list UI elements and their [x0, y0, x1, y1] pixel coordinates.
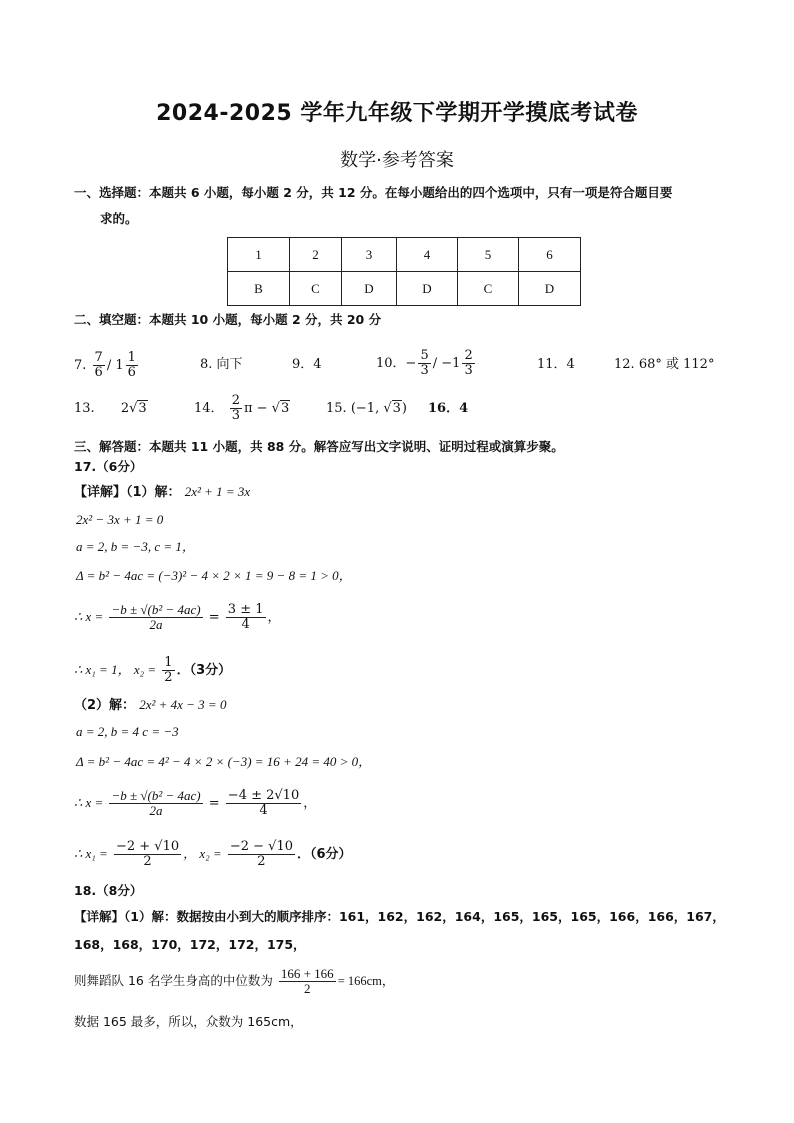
- answer-text: 4: [313, 357, 322, 372]
- answer-text: (−1,: [350, 401, 384, 416]
- answer-label: 10．: [376, 356, 406, 371]
- answer-text: 4: [459, 401, 469, 416]
- page-subtitle: 数学·参考答案: [340, 150, 454, 171]
- numerator: −4 ± 2√10: [227, 788, 300, 803]
- q17-step: a = 2, b = −3, c = 1，: [76, 539, 195, 554]
- sqrt-icon: √: [271, 401, 280, 416]
- fraction: [226, 789, 301, 818]
- table-cell: C: [458, 272, 519, 306]
- answer-14: [194, 394, 290, 423]
- table-cell: 5: [458, 238, 519, 272]
- punctuation: ，: [267, 610, 281, 625]
- q17-label: 17.（6分）: [74, 459, 143, 474]
- q17-part2-intro: [74, 695, 226, 716]
- table-cell: B: [228, 272, 290, 306]
- fraction: [462, 349, 474, 378]
- section2-heading: 二、填空题：本题共 10 小题，每小题 2 分，共 20 分: [74, 312, 382, 327]
- denominator: 4: [259, 803, 268, 818]
- q18-step: 168，168，170，172，172，175，: [74, 937, 306, 952]
- q18-median-line: [74, 967, 394, 996]
- fraction: [226, 603, 266, 632]
- fraction: [109, 603, 202, 632]
- answer-7: [74, 351, 140, 380]
- answer-label: 15.: [326, 401, 347, 416]
- table-cell: D: [342, 272, 397, 306]
- numerator: 1: [127, 350, 136, 365]
- numerator: −2 + √10: [115, 839, 180, 854]
- answer-13: [74, 399, 148, 419]
- sqrt-icon: √: [129, 401, 138, 416]
- q17-step: a = 2, b = 4 c = −3: [76, 724, 179, 739]
- denominator: 2: [257, 854, 266, 869]
- fraction: [418, 349, 430, 378]
- answer-label: 16．: [428, 401, 460, 416]
- answer-label: 11．: [537, 357, 567, 372]
- numerator: −b ± √(b² − 4ac): [111, 788, 201, 803]
- expression: ∴ x =: [74, 609, 104, 624]
- table-row-numbers: [228, 238, 581, 272]
- numerator: −b ± √(b² − 4ac): [111, 602, 201, 617]
- score-note: ．（6分）: [297, 847, 352, 862]
- answer-label: 9．: [292, 357, 314, 372]
- numerator: 1: [164, 655, 173, 670]
- q17-step-formula: [74, 603, 281, 632]
- denominator: 4: [241, 617, 250, 632]
- table-cell: D: [397, 272, 458, 306]
- answer-text: 4: [566, 357, 575, 372]
- denominator: 2a: [149, 803, 163, 818]
- result: = 166cm，: [337, 974, 395, 988]
- q17-step: Δ = b² − 4ac = 4² − 4 × 2 × (−3) = 16 + 24 = 40 > 0，: [76, 754, 372, 769]
- table-cell: C: [290, 272, 342, 306]
- separator: /: [106, 358, 112, 373]
- table-cell: 4: [397, 238, 458, 272]
- part-label: 【详解】（1）解：: [74, 485, 181, 500]
- equals: =: [208, 796, 220, 811]
- close-paren: ): [401, 401, 407, 416]
- q17-step-result1: [74, 656, 231, 685]
- expression: ， x₂ =: [183, 846, 222, 861]
- answer-9: [292, 355, 322, 375]
- section1-heading: 一、选择题：本题共 6 小题，每小题 2 分，共 12 分。在每小题给出的四个选项中，只有一项是符合题目要: [74, 185, 673, 200]
- q18-mode-line: 数据 165 最多，所以，众数为 165cm，: [74, 1014, 303, 1029]
- equation: 2x² + 1 = 3x: [184, 484, 251, 499]
- q18-label: 18.（8分）: [74, 883, 143, 898]
- q17-step-result2: [74, 840, 352, 869]
- answer-label: 13.: [74, 401, 95, 416]
- answer-16: [428, 399, 468, 419]
- numerator: 5: [420, 348, 429, 363]
- answer-8: [200, 355, 243, 375]
- answer-text: 68° 或 112°: [638, 357, 715, 372]
- page-title: 2024-2025 学年九年级下学期开学摸底考试卷: [156, 101, 638, 126]
- answer-15: [326, 399, 407, 419]
- numerator: 166 + 166: [280, 966, 334, 981]
- equals: =: [208, 610, 220, 625]
- q17-part1-intro: [74, 482, 250, 503]
- answer-12: [614, 355, 714, 375]
- answer-label: 7.: [74, 358, 87, 373]
- denominator: 6: [94, 365, 103, 380]
- denominator: 2a: [149, 617, 163, 632]
- answer-label: 14．: [194, 401, 224, 416]
- expression-tail: π −: [243, 401, 272, 416]
- table-cell: 6: [519, 238, 581, 272]
- denominator: 3: [420, 363, 429, 378]
- denominator: 3: [231, 408, 240, 423]
- numerator: 2: [464, 348, 473, 363]
- answer-label: 8.: [200, 357, 213, 372]
- fraction: [162, 656, 174, 685]
- radicand: 3: [280, 401, 290, 416]
- denominator: 3: [464, 363, 473, 378]
- fraction: [109, 789, 202, 818]
- answer-table: [227, 237, 581, 306]
- punctuation: ，: [303, 796, 317, 811]
- table-cell: 3: [342, 238, 397, 272]
- q18-step: 【详解】（1）解：数据按由小到大的顺序排序：161，162，162，164，165，165，165，166，166，167，: [74, 909, 725, 924]
- answer-text: 向下: [216, 357, 243, 372]
- sentence: 则舞蹈队 16 名学生身高的中位数为: [74, 973, 273, 988]
- fraction: [230, 394, 242, 423]
- numerator: 7: [94, 350, 103, 365]
- q17-step: Δ = b² − 4ac = (−3)² − 4 × 2 × 1 = 9 − 8 = 1 > 0，: [76, 568, 352, 583]
- table-cell: 1: [228, 238, 290, 272]
- table-cell: 2: [290, 238, 342, 272]
- section1-heading-cont: 求的。: [100, 211, 138, 226]
- radicand: 3: [138, 401, 147, 416]
- coefficient: 2: [120, 401, 130, 416]
- table-cell: D: [519, 272, 581, 306]
- answer-label: 12.: [614, 357, 635, 372]
- fraction: [126, 351, 138, 380]
- answer-11: [537, 355, 575, 375]
- fraction: [279, 967, 336, 996]
- denominator: 6: [127, 365, 136, 380]
- part-label: （2）解：: [74, 698, 136, 713]
- whole-part: −1: [441, 356, 461, 371]
- equation: 2x² + 4x − 3 = 0: [139, 697, 227, 712]
- fraction: [93, 351, 105, 380]
- numerator: −2 − √10: [229, 839, 293, 854]
- q17-step-formula2: [74, 789, 316, 818]
- numerator: 3 ± 1: [227, 602, 264, 617]
- fraction: [228, 840, 295, 869]
- minus-sign: −: [405, 356, 417, 371]
- numerator: 2: [231, 393, 240, 408]
- whole-part: 1: [115, 358, 124, 373]
- q17-step: 2x² − 3x + 1 = 0: [76, 512, 164, 527]
- expression: ∴ x =: [74, 795, 104, 810]
- table-row-answers: [228, 272, 581, 306]
- score-note: ．（3分）: [176, 663, 232, 678]
- fraction: [114, 840, 181, 869]
- separator: /: [432, 356, 438, 371]
- section3-heading: 三、解答题：本题共 11 小题，共 88 分。解答应写出文字说明、证明过程或演算步聚。: [74, 439, 564, 454]
- expression: ∴ x₁ = 1， x₂ =: [74, 662, 157, 677]
- answer-10: [376, 349, 477, 378]
- denominator: 2: [143, 854, 152, 869]
- radicand: 3: [392, 401, 401, 416]
- sqrt-icon: √: [383, 401, 392, 416]
- denominator: 2: [304, 981, 311, 996]
- expression: ∴ x₁ =: [74, 846, 108, 861]
- denominator: 2: [164, 670, 173, 685]
